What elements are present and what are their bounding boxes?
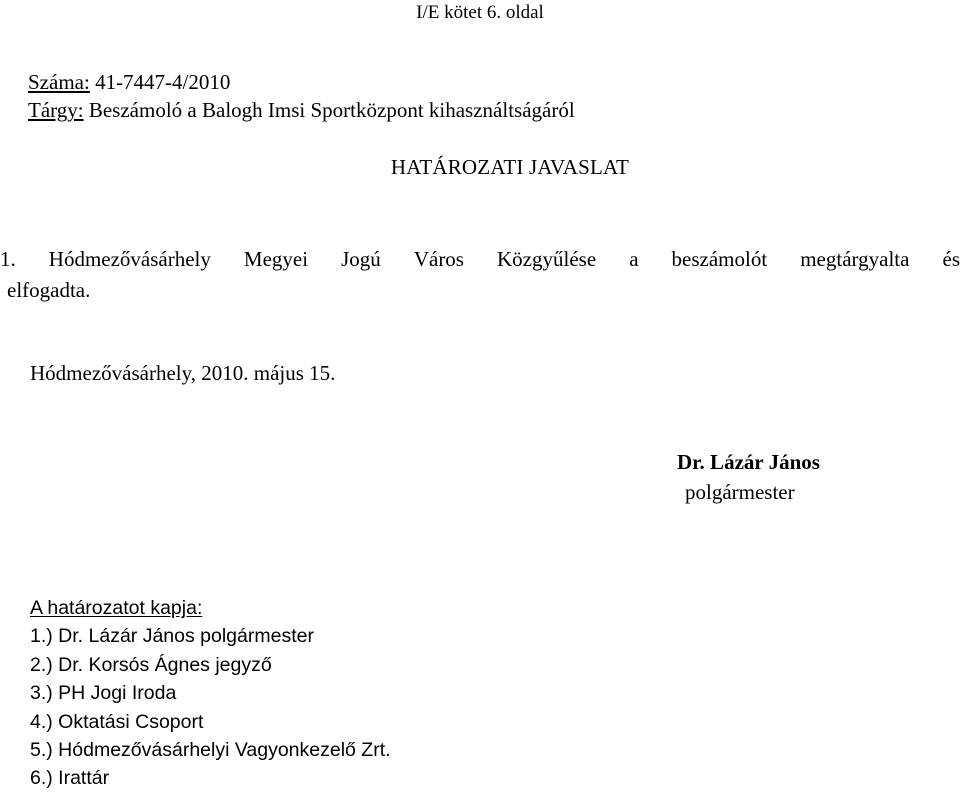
resolution-word: Közgyűlése [497,247,597,271]
resolution-word: beszámolót [671,247,768,271]
place-and-date: Hódmezővásárhely, 2010. május 15. [30,361,336,385]
resolution-word: Jogú [341,247,381,271]
distribution-item: 5.) Hódmezővásárhelyi Vagyonkezelő Zrt. [30,739,391,762]
distribution-item: 6.) Irattár [30,767,110,790]
resolution-word: Megyei [243,247,309,271]
reference-number-line [28,70,230,95]
reference-number-label: Száma: [28,70,90,94]
distribution-item: 2.) Dr. Korsós Ágnes jegyző [30,653,272,676]
signer-title: polgármester [685,480,795,504]
subject-line [28,98,575,123]
resolution-paragraph [0,244,960,306]
resolution-word: Hódmezővásárhely [48,247,211,271]
distribution-item: 3.) PH Jogi Iroda [30,682,177,705]
distribution-list [30,594,391,793]
distribution-title: A határozatot kapja: [30,597,203,619]
signer-name: Dr. Lázár János [677,450,820,474]
distribution-item: 1.) Dr. Lázár János polgármester [30,625,314,648]
resolution-line-2: elfogadta. [7,278,91,302]
resolution-word: és [942,247,960,271]
page-header: I/E kötet 6. oldal [416,2,544,23]
resolution-word: a [629,247,639,271]
resolution-word: Város [413,247,464,271]
document-heading: HATÁROZATI JAVASLAT [390,155,630,179]
subject-label: Tárgy: [28,98,84,122]
reference-number-value: 41-7447-4/2010 [89,70,231,94]
resolution-word: 1. [0,247,16,271]
resolution-line-1 [0,244,960,275]
distribution-item: 4.) Oktatási Csoport [30,710,204,733]
subject-value: Beszámoló a Balogh Imsi Sportközpont kihasználtságáról [83,98,575,122]
resolution-word: megtárgyalta [800,247,910,271]
